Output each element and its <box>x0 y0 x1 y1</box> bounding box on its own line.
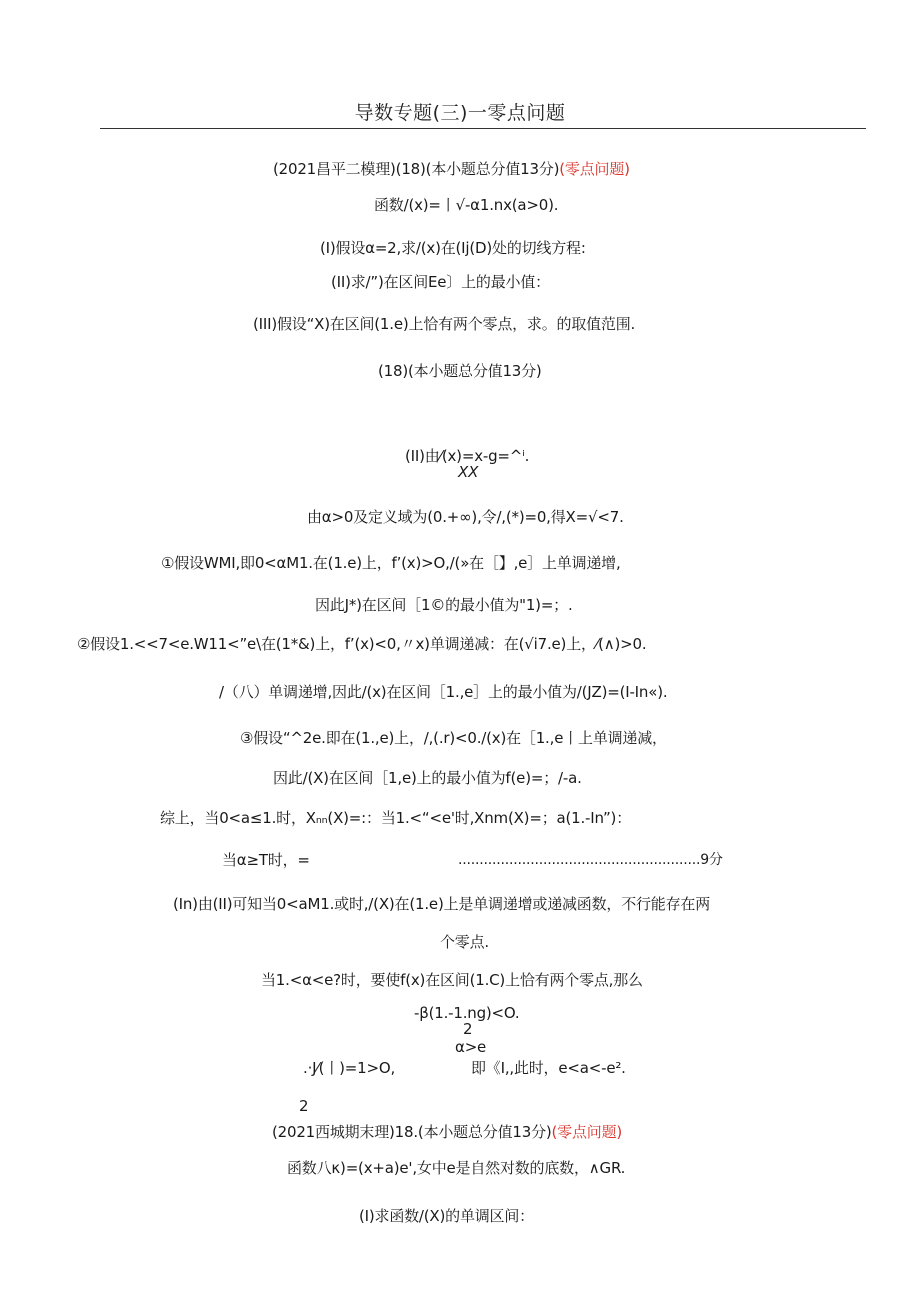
problem-2-question-1: (I)求函数/(X)的单调区间： <box>359 1207 534 1225</box>
solution-header: (18)(本小题总分值13分) <box>378 362 542 380</box>
problem-2-tag: (零点问题) <box>551 1123 623 1141</box>
problem-1-question-3: (III)假设“X)在区间(1.e)上恰有两个零点，求。的取值范围. <box>253 315 636 333</box>
score-marker: .........................................................9分 <box>458 852 723 868</box>
problem-2-header <box>272 1122 622 1142</box>
solution-case-2: ②假设1.<<7<e.W11<”e\在(1*&)上，f’(x)<0,〃x)单调递减：在(√i7.e)上，⁄(∧)>0. <box>77 635 647 653</box>
solution-summary: 综上，当0<a≤1.时，Xₙₙ(X)=:：当1.<“<e'时,Xnm(X)=；a(1.-In”)： <box>160 809 631 827</box>
solution-part-3-condition: 当1.<α<e?时，要使f(x)在区间(1.C)上恰有两个零点,那么 <box>261 971 643 989</box>
page-title: 导数专题(三)一零点问题 <box>354 102 566 124</box>
solution-case-3: ③假设“^2e.即在(1.,e)上，/,(.r)<0./(x)在［1.,e丨上单调递减， <box>240 729 667 747</box>
solution-step-1: (II)由⁄(x)=x-g=^ⁱ. <box>405 447 530 465</box>
solution-conclusion-right: 即《I,,此时，e<a<-e². <box>471 1059 626 1077</box>
problem-1-header <box>273 159 630 179</box>
solution-step-2: 由α>0及定义域为(0.+∞),令/,(*)=0,得X=√<7. <box>307 508 624 526</box>
solution-inequality-2: α>e <box>455 1038 487 1056</box>
problem-1-tag: (零点问题) <box>559 160 630 178</box>
solution-summary-cont: 当α≥T时，= <box>222 851 310 869</box>
problem-1-function: 函数/(x)=丨√-α1.nx(a>0). <box>374 196 559 214</box>
solution-stray-numeral: 2 <box>299 1097 309 1115</box>
title-divider <box>100 128 866 129</box>
problem-1-question-2: (II)求/”)在区间Ee〕上的最小值： <box>331 273 550 291</box>
solution-inequality: -β(1.-1.ng)<O. <box>414 1004 520 1022</box>
solution-case-1-result: 因此J*)在区间［1©的最小值为"1)=；. <box>315 596 573 614</box>
solution-case-1: ①假设WMI,即0<αM1.在(1.e)上，f’(x)>O,/(»在［】,e］上单调递增, <box>161 554 621 572</box>
problem-2-source: (2021西城期末理)18.(本小题总分值13分) <box>272 1123 552 1141</box>
solution-inequality-denominator: 2 <box>463 1020 473 1038</box>
problem-1-source: (2021昌平二模理)(18)(本小题总分值13分) <box>273 160 560 178</box>
solution-case-2-result: /（八）单调递增,因此/(x)在区间［1.,e］上的最小值为/(JZ)=(I-In«). <box>219 683 668 701</box>
solution-step-1-denominator: XX <box>458 463 479 481</box>
solution-part-3-cont: 个零点. <box>440 933 489 951</box>
problem-1-question-1: (I)假设α=2,求/(x)在(Ij(D)处的切线方程: <box>320 239 586 257</box>
solution-part-3: (In)由(II)可知当0<aM1.或时,/(X)在(1.e)上是单调递增或递减函数，不行能存在两 <box>173 895 710 913</box>
solution-conclusion-left: .·J⁄(丨)=1>O, <box>303 1059 396 1077</box>
solution-case-3-result: 因此/(X)在区间［1,e)上的最小值为f(e)=；/-a. <box>273 769 582 787</box>
problem-2-function: 函数八κ)=(x+a)e',女中e是自然对数的底数，∧GR. <box>287 1159 626 1177</box>
